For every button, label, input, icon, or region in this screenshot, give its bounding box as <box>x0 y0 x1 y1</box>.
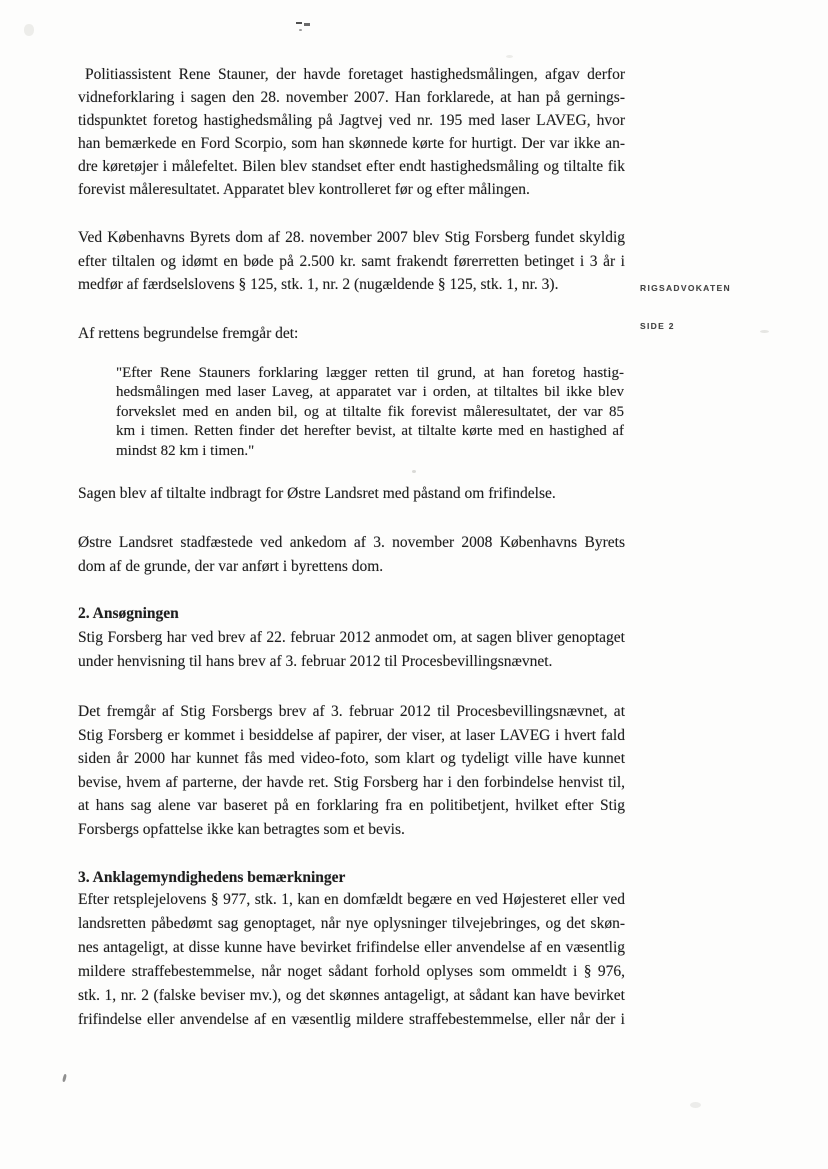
text-line: efter tiltalen og idømt en bøde på 2.500 kr. samt frakendt førerretten betinget i 3 år i <box>78 252 625 270</box>
margin-page-number: SIDE 2 <box>640 321 675 331</box>
text-line: tidspunktet foretog hastighedsmåling på Jagtvej ved nr. 195 med laser LAVEG, hvor <box>78 112 625 129</box>
text-line: mindst 82 km i timen." <box>116 442 255 459</box>
text-line: forvekslet med en anden bil, og at tiltalte fik forevist måleresultatet, der var 85 <box>116 403 624 420</box>
text-line: Det fremgår af Stig Forsbergs brev af 3. februar 2012 til Procesbevillingsnævnet, at <box>78 703 625 720</box>
text-line: dom af de grunde, der var anført i byrettens dom. <box>78 558 384 575</box>
scan-artifact <box>62 1074 67 1082</box>
text-line: "Efter Rene Stauners forklaring lægger retten til grund, at han foretog hastig- <box>116 365 624 381</box>
scan-artifact <box>760 330 769 333</box>
text-line: at hans sag alene var baseret på en forklaring fra en politibetjent, hvilket efter Stig <box>78 797 625 815</box>
text-line: Politiassistent Rene Stauner, der havde foretaget hastighedsmålingen, afgav derfor <box>85 66 625 83</box>
section-heading-application: 2. Ansøgningen <box>78 605 179 622</box>
text-line: forevist måleresultatet. Apparatet blev kontrolleret før og efter målingen. <box>78 181 530 198</box>
paragraph-landsret-judgment <box>78 531 625 579</box>
text-line: km i timen. Retten finder det herefter bevist, at tiltalte kørte med en hastighed af <box>116 423 624 440</box>
text-line: hedsmålingen med laser Laveg, at apparatet var i orden, at tiltaltes bil ikke blev <box>116 384 624 401</box>
scan-artifact <box>296 22 302 24</box>
text-line: nes antageligt, at disse kunne have bevirket frifindelse eller anvendelse af en væsentlig <box>78 939 625 956</box>
text-line: han bemærkede en Ford Scorpio, som han skønnede kørte for hurtigt. Der var ikke an- <box>78 135 625 152</box>
scan-artifact <box>304 23 310 26</box>
scan-artifact <box>412 470 416 473</box>
scan-artifact <box>690 1102 701 1108</box>
text-line: Ved Københavns Byrets dom af 28. november 2007 blev Stig Forsberg fundet skyldig <box>78 229 625 246</box>
text-line: frifindelse eller anvendelse af en væsentlig mildere straffebestemmelse, eller når der i <box>78 1011 625 1028</box>
text-line: bevise, hvem af parterne, der havde ret. Stig Forsberg har i den forbindelse henvist til, <box>78 773 625 791</box>
text-line: dre køretøjer i målefeltet. Bilen blev standset efter endt hastighedsmåling og tiltalte fik <box>78 158 625 175</box>
text-line: stk. 1, nr. 2 (falske beviser mv.), og det skønnes antageligt, at sådant kan have bevirket <box>78 987 625 1004</box>
text-line: medfør af færdselslovens § 125, stk. 1, nr. 2 (nugældende § 125, stk. 1, nr. 3). <box>78 276 559 293</box>
text-line: Østre Landsret stadfæstede ved ankedom af 3. november 2008 Københavns Byrets <box>78 534 625 551</box>
paragraph-letter-content <box>78 700 625 842</box>
text-line: landsretten påbedømt sag genoptaget, når nye oplysninger tilvejebringes, og det skøn- <box>78 915 625 932</box>
text-line: siden år 2000 har kunnet fås med video-foto, som klart og tydeligt ville have kunnet <box>78 750 625 768</box>
margin-org-label: RIGSADVOKATEN <box>640 283 731 293</box>
paragraph-reasoning-intro: Af rettens begrundelse fremgår det: <box>78 325 299 342</box>
text-line: Stig Forsberg har ved brev af 22. februar 2012 anmodet om, at sagen bliver genoptaget <box>78 629 625 646</box>
blockquote-court-reasoning <box>116 364 624 461</box>
paragraph-byret-judgment <box>78 226 625 297</box>
paragraph-statute-977 <box>78 888 625 1032</box>
text-line: vidneforklaring i sagen den 28. november 2007. Han forklarede, at han på gernings- <box>78 89 625 106</box>
paragraph-application <box>78 626 625 674</box>
scan-artifact <box>299 29 302 31</box>
text-line: Efter retsplejelovens § 977, stk. 1, kan en domfældt begære en ved Højesteret eller ved <box>78 891 625 908</box>
section-heading-prosecution-remarks: 3. Anklagemyndighedens bemærkninger <box>78 869 346 886</box>
paragraph-appeal: Sagen blev af tiltalte indbragt for Østre Landsret med påstand om frifindelse. <box>78 485 556 502</box>
text-line: mildere straffebestemmelse, når noget sådant forhold oplyses som ommeldt i § 976, <box>78 963 625 980</box>
text-line: Forsbergs opfattelse ikke kan betragtes som et bevis. <box>78 820 405 838</box>
paragraph-witness-statement <box>78 63 625 201</box>
scan-artifact <box>506 55 513 58</box>
text-line: under henvisning til hans brev af 3. februar 2012 til Procesbevillingsnævnet. <box>78 653 553 670</box>
scan-artifact <box>24 24 34 36</box>
text-line: Stig Forsberg er kommet i besiddelse af papirer, der viser, at laser LAVEG i hvert fald <box>78 726 625 744</box>
